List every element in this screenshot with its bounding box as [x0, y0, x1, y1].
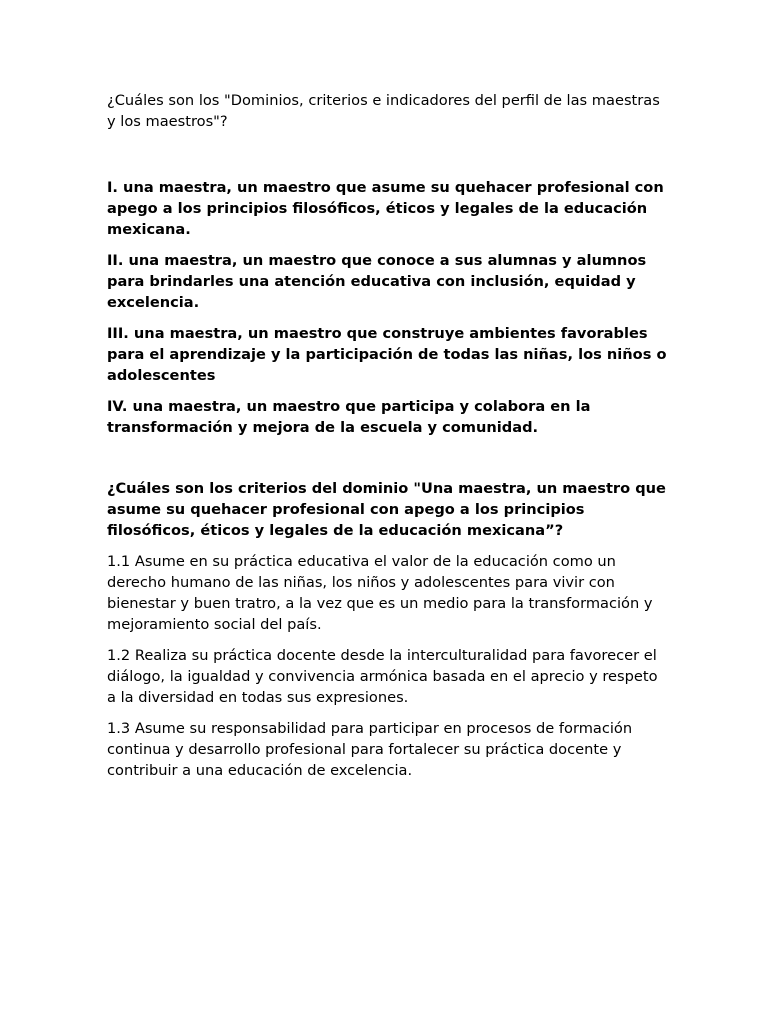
- domain-item-1: I. una maestra, un maestro que asume su quehacer profesional con apego a los principios filosóficos, éticos y legales de la educación mexicana.: [107, 179, 664, 238]
- document-page: [107, 90, 667, 791]
- criteria-question: ¿Cuáles son los criterios del dominio "Una maestra, un maestro que asume su quehacer profesional con apego a los principios filosóficos, éticos y legales de la educación mexicana”?: [107, 480, 666, 539]
- domain-item-3: III. una maestra, un maestro que construye ambientes favorables para el aprendizaje y la participación de todas las niñas, los niños o adolescentes: [107, 325, 667, 384]
- intro-question: ¿Cuáles son los "Dominios, criterios e indicadores del perfil de las maestras y los maestros"?: [107, 92, 660, 130]
- domain-item-4: IV. una maestra, un maestro que participa y colabora en la transformación y mejora de la escuela y comunidad.: [107, 398, 591, 436]
- criterion-item-1-1: 1.1 Asume en su práctica educativa el valor de la educación como un derecho humano de las niñas, los niños y adolescentes para vivir con bienestar y buen tratro, a la vez que es un medio para la transformación y mejoramiento social del país.: [107, 553, 653, 633]
- domain-item-2: II. una maestra, un maestro que conoce a sus alumnas y alumnos para brindarles una atención educativa con inclusión, equidad y excelencia.: [107, 252, 647, 311]
- criterion-item-1-3: 1.3 Asume su responsabilidad para participar en procesos de formación continua y desarrollo profesional para fortalecer su práctica docente y contribuir a una educación de excelencia.: [107, 720, 633, 779]
- criterion-item-1-2: 1.2 Realiza su práctica docente desde la interculturalidad para favorecer el diálogo, la igualdad y convivencia armónica basada en el aprecio y respeto a la diversidad en todas sus expresiones.: [107, 647, 658, 706]
